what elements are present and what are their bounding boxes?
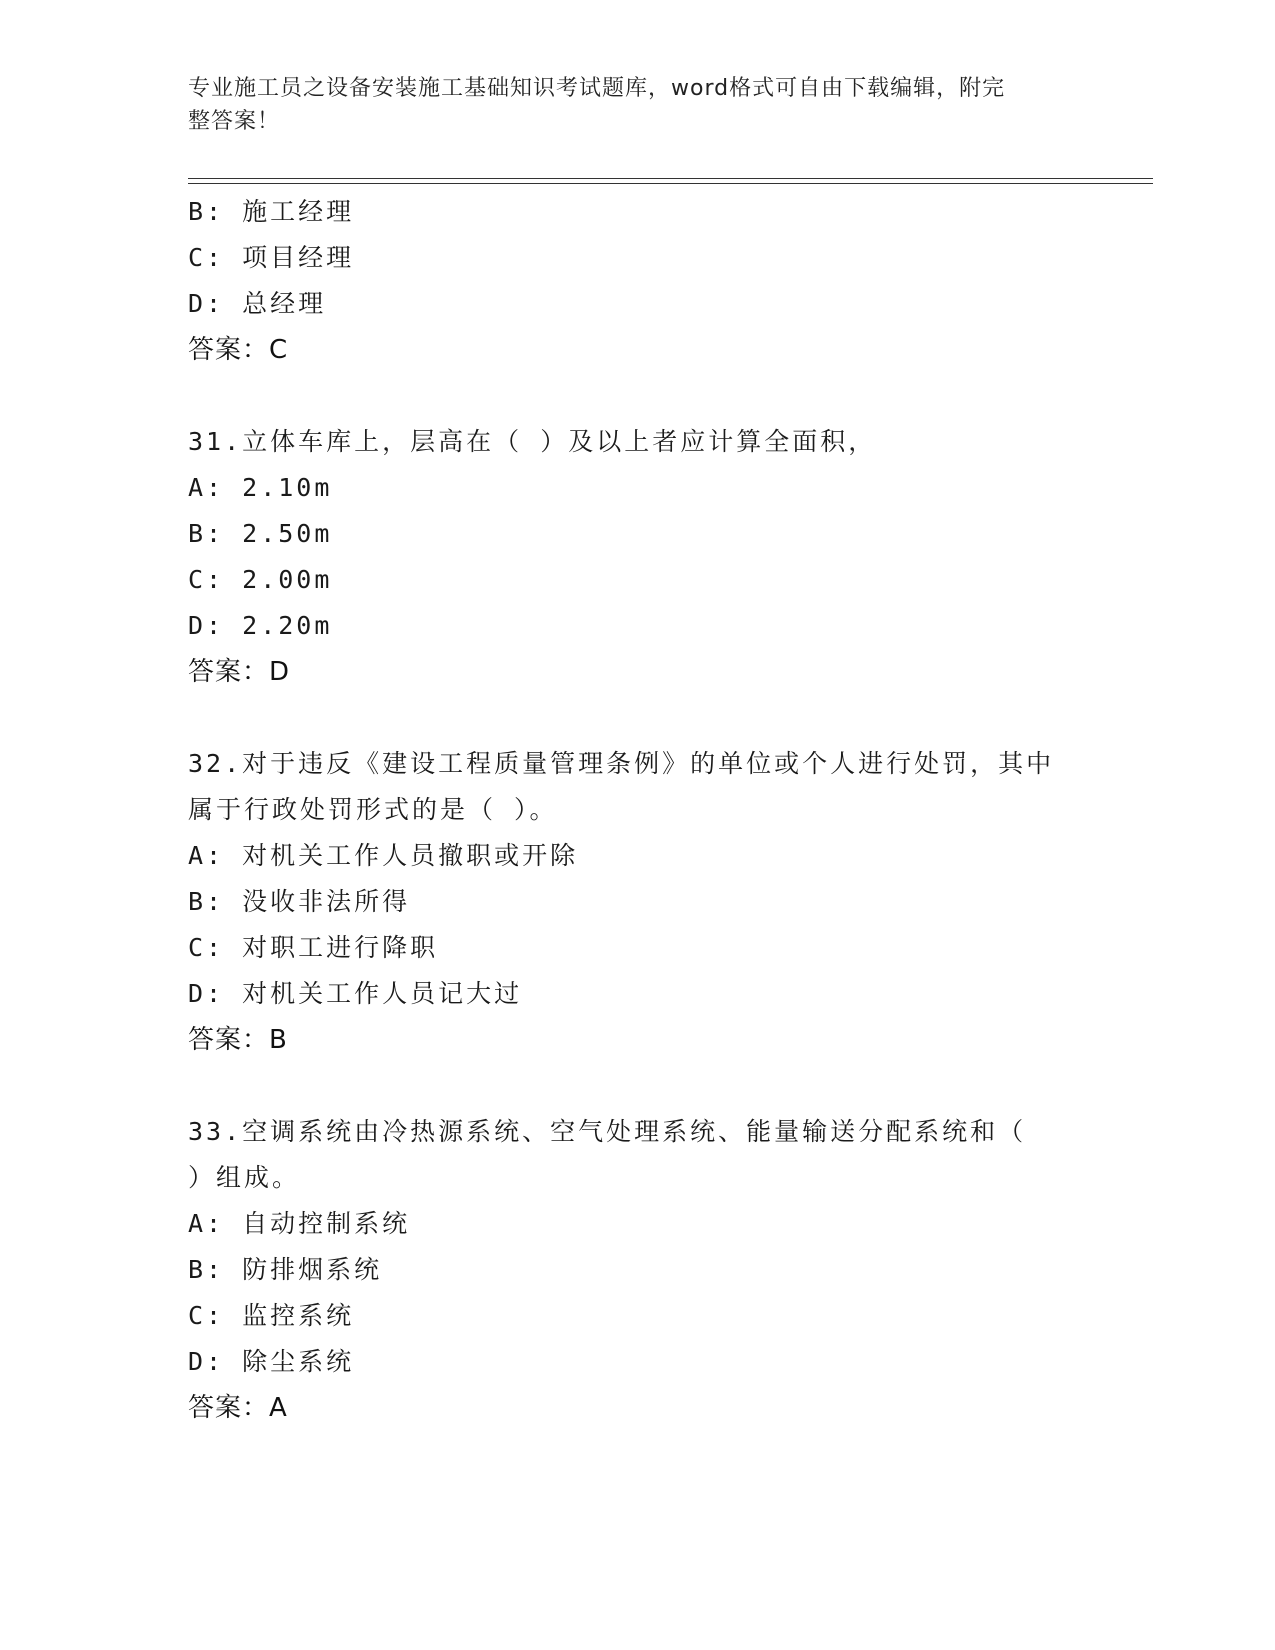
- header-title-line-1: 专业施工员之设备安装施工基础知识考试题库，word格式可自由下载编辑，附完: [188, 76, 1006, 101]
- question-stem: 32.对于违反《建设工程质量管理条例》的单位或个人进行处罚，其中: [188, 749, 1055, 778]
- option-c: C: 监控系统: [188, 1301, 355, 1330]
- previous-question-tail: [188, 189, 1088, 373]
- question-stem-continued: ）组成。: [188, 1163, 301, 1192]
- spacer: [188, 1063, 1088, 1109]
- question-31: [188, 419, 1088, 695]
- header-title-line-2: 整答案！: [188, 109, 281, 134]
- option-b: B: 防排烟系统: [188, 1255, 383, 1284]
- spacer: [188, 373, 1088, 419]
- option-d: D: 除尘系统: [188, 1347, 355, 1376]
- answer-line: 答案：D: [188, 657, 291, 687]
- header-divider-bottom: [188, 183, 1153, 184]
- option-d: D: 对机关工作人员记大过: [188, 979, 523, 1008]
- option-a: A: 2.10m: [188, 473, 333, 502]
- document-header: [188, 72, 1068, 138]
- option-b: B: 施工经理: [188, 197, 355, 226]
- header-divider-top: [188, 178, 1153, 179]
- answer-line: 答案：A: [188, 1393, 288, 1423]
- question-stem: 31.立体车库上，层高在（ ）及以上者应计算全面积，: [188, 427, 877, 456]
- option-c: C: 项目经理: [188, 243, 355, 272]
- answer-line: 答案：B: [188, 1025, 288, 1055]
- option-d: D: 2.20m: [188, 611, 333, 640]
- option-c: C: 2.00m: [188, 565, 333, 594]
- question-32: [188, 741, 1088, 1063]
- question-stem: 33.空调系统由冷热源系统、空气处理系统、能量输送分配系统和（: [188, 1117, 1027, 1146]
- option-d: D: 总经理: [188, 289, 327, 318]
- option-a: A: 对机关工作人员撤职或开除: [188, 841, 579, 870]
- question-stem-continued: 属于行政处罚形式的是（ ）。: [188, 795, 558, 824]
- question-33: [188, 1109, 1088, 1431]
- question-content: [188, 189, 1088, 1431]
- option-b: B: 没收非法所得: [188, 887, 411, 916]
- spacer: [188, 695, 1088, 741]
- option-b: B: 2.50m: [188, 519, 333, 548]
- answer-line: 答案：C: [188, 335, 289, 365]
- option-c: C: 对职工进行降职: [188, 933, 439, 962]
- option-a: A: 自动控制系统: [188, 1209, 411, 1238]
